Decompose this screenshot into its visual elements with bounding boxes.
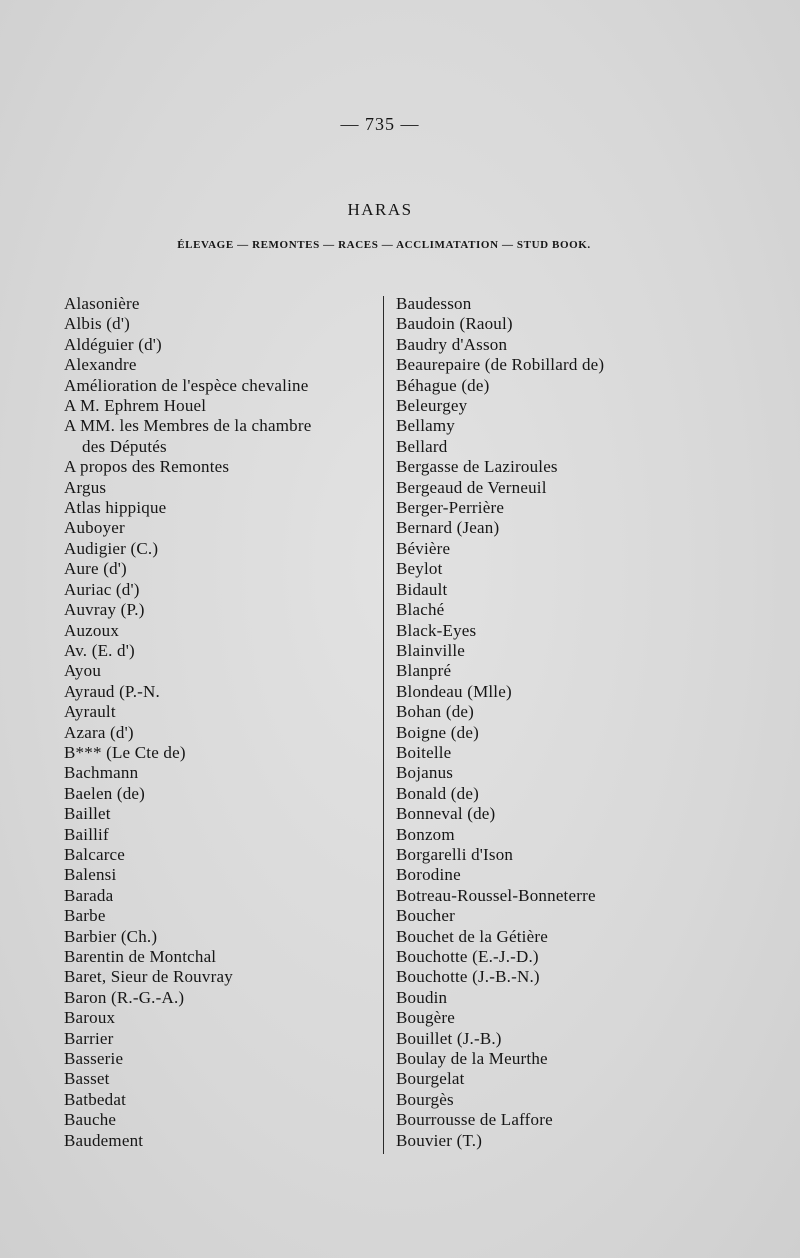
section-title: HARAS bbox=[347, 200, 413, 219]
section-subtitle: ÉLEVAGE — REMONTES — RACES — ACCLIMATATION — STUD BOOK. bbox=[177, 239, 591, 251]
index-entry: Bohan (de) bbox=[396, 702, 475, 722]
index-entry: Bojanus bbox=[396, 763, 454, 783]
index-entry: Amélioration de l'espèce chevaline bbox=[64, 375, 309, 395]
index-entry: Azara (d') bbox=[64, 722, 134, 742]
index-entry: Aldéguier (d') bbox=[64, 334, 162, 354]
index-entry: Baillet bbox=[64, 804, 111, 824]
index-entry: Borodine bbox=[396, 865, 461, 885]
index-entry: Auzoux bbox=[64, 620, 120, 640]
index-entry: Bouchotte (E.-J.-D.) bbox=[396, 947, 539, 966]
index-entry: Barentin de Montchal bbox=[64, 947, 217, 966]
index-entry: Argus bbox=[64, 477, 107, 497]
index-entry: Beylot bbox=[396, 559, 443, 579]
index-entry: Boitelle bbox=[396, 742, 452, 762]
index-entry: Baudoin (Raoul) bbox=[396, 314, 513, 334]
index-entry: Borgarelli d'Ison bbox=[396, 844, 514, 864]
index-entry: Baillif bbox=[64, 824, 109, 844]
index-entry: Boudin bbox=[396, 987, 448, 1007]
index-entry: Bergeaud de Verneuil bbox=[396, 477, 547, 497]
index-entry: A propos des Remontes bbox=[64, 457, 230, 477]
index-entry: Bougère bbox=[396, 1008, 455, 1028]
index-entry: Bouchotte (J.-B.-N.) bbox=[396, 967, 540, 987]
index-entry: Bergasse de Laziroules bbox=[396, 457, 558, 477]
index-entry: Av. (E. d') bbox=[64, 640, 135, 660]
index-column-right bbox=[396, 294, 696, 1151]
index-entry: Bachmann bbox=[64, 763, 139, 783]
index-entry: Batbedat bbox=[64, 1089, 127, 1109]
index-entry: Blanpré bbox=[396, 661, 452, 681]
index-entry: Barada bbox=[64, 885, 114, 905]
index-entry: Blainville bbox=[396, 640, 466, 660]
index-entry: Béhague (de) bbox=[396, 375, 490, 395]
index-entry: Alexandre bbox=[64, 355, 137, 375]
index-entry-continuation: des Députés bbox=[82, 436, 167, 456]
index-entry: Auboyer bbox=[64, 518, 125, 538]
index-entry: Blondeau (Mlle) bbox=[396, 681, 512, 701]
index-entry: A M. Ephrem Houel bbox=[64, 396, 207, 416]
index-entry: Bonald (de) bbox=[396, 783, 479, 803]
index-entry: Bonneval (de) bbox=[396, 804, 496, 824]
index-column-left bbox=[64, 294, 376, 1151]
index-entry: Balensi bbox=[64, 865, 117, 885]
index-entry: Baron (R.-G.-A.) bbox=[64, 987, 185, 1007]
index-entry: Alasonière bbox=[64, 294, 140, 313]
index-entry: Bouvier (T.) bbox=[396, 1130, 483, 1150]
column-divider bbox=[383, 296, 384, 1154]
index-entry: Berger-Perrière bbox=[396, 498, 505, 518]
index-entry: Boucher bbox=[396, 906, 455, 926]
index-entry: Boulay de la Meurthe bbox=[396, 1049, 548, 1069]
index-entry: Bouillet (J.-B.) bbox=[396, 1028, 502, 1048]
index-entry: Aure (d') bbox=[64, 559, 127, 579]
index-entry: Baudesson bbox=[396, 294, 472, 313]
index-entry: Basserie bbox=[64, 1049, 124, 1069]
index-entry: Baret, Sieur de Rouvray bbox=[64, 967, 233, 987]
index-entry: Bauche bbox=[64, 1110, 117, 1130]
index-entry: Beaurepaire (de Robillard de) bbox=[396, 355, 605, 375]
index-entry: Bévière bbox=[396, 538, 451, 558]
index-entry: Botreau-Roussel-Bonneterre bbox=[396, 885, 596, 905]
index-entry: Atlas hippique bbox=[64, 498, 167, 518]
index-entry: Bourrousse de Laffore bbox=[396, 1110, 553, 1130]
index-entry: Bourgès bbox=[396, 1089, 454, 1109]
index-entry: Bouchet de la Gétière bbox=[396, 926, 548, 946]
index-entry: Barbier (Ch.) bbox=[64, 926, 158, 946]
index-entry: Albis (d') bbox=[64, 314, 130, 334]
index-entry: Baudry d'Asson bbox=[396, 334, 508, 354]
index-entry: Ayraud (P.-N. bbox=[64, 681, 160, 701]
index-entry: Beleurgey bbox=[396, 396, 468, 416]
index-entry: Barrier bbox=[64, 1028, 114, 1048]
index-entry: Auvray (P.) bbox=[64, 600, 145, 620]
index-entry: Bourgelat bbox=[396, 1069, 465, 1089]
index-entry: Audigier (C.) bbox=[64, 538, 159, 558]
index-entry: Bellamy bbox=[396, 416, 455, 436]
index-entry: Baroux bbox=[64, 1008, 116, 1028]
page-number: — 735 — bbox=[340, 114, 420, 134]
index-entry: Black-Eyes bbox=[396, 620, 477, 640]
index-entry: B*** (Le Cte de) bbox=[64, 742, 186, 762]
index-entry: A MM. les Membres de la chambre bbox=[64, 416, 312, 436]
index-entry: Baudement bbox=[64, 1130, 144, 1150]
index-entry: Basset bbox=[64, 1069, 110, 1089]
index-entry: Ayrault bbox=[64, 702, 116, 722]
index-entry: Bonzom bbox=[396, 824, 455, 844]
index-entry: Balcarce bbox=[64, 844, 126, 864]
index-entry: Boigne (de) bbox=[396, 722, 479, 742]
index-entry: Bellard bbox=[396, 436, 448, 456]
index-entry: Blaché bbox=[396, 600, 445, 620]
index-entry: Auriac (d') bbox=[64, 579, 140, 599]
index-entry: Baelen (de) bbox=[64, 783, 146, 803]
index-entry: Bernard (Jean) bbox=[396, 518, 500, 538]
index-entry: Barbe bbox=[64, 906, 106, 926]
index-entry: Bidault bbox=[396, 579, 448, 599]
index-entry: Ayou bbox=[64, 661, 102, 681]
